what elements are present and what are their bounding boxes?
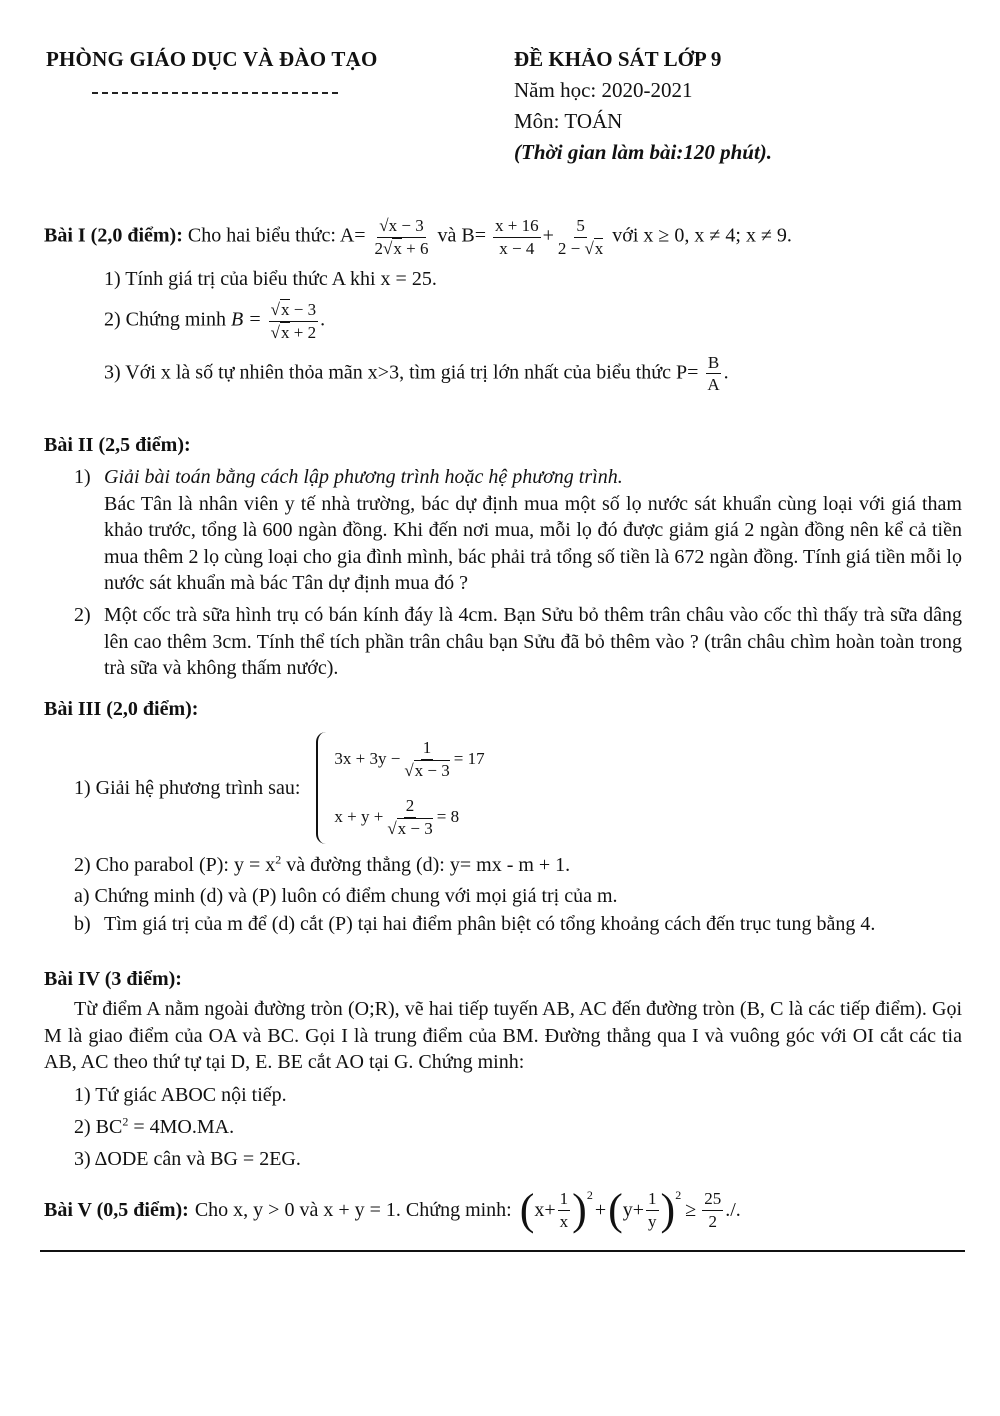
expression-a-numerator: √ x − 3: [377, 216, 425, 238]
expression-a-denominator: 2√ x + 6: [373, 238, 431, 259]
inequality: ( x+ $\frac{1}{x}$ ) $^2$ + ( y+ $\frac{1}{y}$ ) $^2$ ≥ $\frac{25}{2}$ ./.: [519, 1185, 741, 1234]
equation-2: x + y + 2 √ x − 3 = 8: [334, 788, 484, 846]
expression-b-term2: $\frac{5}{2 - √ x}$: [556, 216, 605, 258]
and-b-label: và B=: [437, 224, 486, 247]
time-limit: (Thời gian làm bài:120 phút).: [514, 140, 773, 164]
domain-condition: với x ≥ 0, x ≠ 4; x ≠ 9.: [612, 224, 792, 247]
footer-divider: [40, 1250, 965, 1252]
problem-4-q1: 1) Tứ giác ABOC nội tiếp.: [74, 1083, 287, 1106]
problem-4: [44, 966, 962, 1173]
p-fraction: $\frac{B}{A}$: [707, 352, 720, 395]
problem-2-item-1-text: Bác Tân là nhân viên y tế nhà trường, bác dự định mua một số lọ nước sát khuẩn cùng loại với giá tham khảo trước, tổng là 600 ngàn đồng. Khi đến nơi mua, mỗi lọ đó được giảm giá 2 ngàn đồng nên kể cả tiền mua thêm 2 lọ cùng loại cho gia đình mình, bác phải trả tổng số tiền là 672 ngàn đồng. Tính giá tiền mỗi lọ nước sát khuẩn mà bác Tân dự định mua đó ?: [104, 492, 962, 594]
problem-4-text: Từ điểm A nằm ngoài đường tròn (O;R), vẽ hai tiếp tuyến AB, AC đến đường tròn (B, C là các tiếp điểm). Gọi M là giao điểm của OA và BC. Gọi I là trung điểm của BM. Đường thẳng qua I và vuông góc với OI cắt các tia AB, AC theo thứ tự tại D, E. BE cắt AO tại G. Chứng minh:: [44, 998, 962, 1074]
problem-3-item-2: 2) Cho parabol (P): $y = x^2$ và đường thẳng (d): y= mx - m + 1.: [74, 852, 571, 877]
department-name: PHÒNG GIÁO DỤC VÀ ĐÀO TẠO: [46, 47, 378, 71]
problem-1-statement: Bài I (2,0 điểm): Cho hai biểu thức: A= √ $\frac{x - 3}{2√ x + 6}$ và B= $\frac{x + 16}{x - 4}$ + $\frac{5}{2 - √ x}$ với x ≥ 0, x ≠ 4; x ≠ 9.: [44, 216, 974, 258]
problem-2-heading: Bài II (2,5 điểm):: [44, 434, 191, 456]
problem-2: [44, 432, 962, 682]
header-divider: [92, 92, 338, 94]
exam-title: ĐỀ KHẢO SÁT LỚP 9: [514, 47, 722, 71]
expression-a: [373, 216, 431, 258]
problem-3-item-2a: a) Chứng minh (d) và (P) luôn có điểm chung với mọi giá trị của m.: [74, 884, 618, 907]
problem-3-item-1: 1) Giải hệ phương trình sau: 3x + 3y − 1 √ x − 3 = 17 x + y + 2 √ x − 3 = 8: [74, 730, 962, 846]
problem-1-q3: 3) Với x là số tự nhiên thỏa mãn x>3, tìm giá trị lớn nhất của biểu thức P= $\frac{B}{A}$ .: [104, 352, 729, 395]
exam-header: [514, 44, 772, 168]
problem-1: [44, 216, 974, 395]
school-year: Năm học: 2020-2021: [514, 78, 693, 102]
problem-5: [44, 1185, 962, 1234]
problem-4-heading: Bài IV (3 điểm):: [44, 968, 182, 990]
problem-5-heading: Bài V (0,5 điểm):: [44, 1198, 189, 1221]
problem-1-heading: Bài I (2,0 điểm):: [44, 224, 183, 247]
problem-2-item-1: 1) Giải bài toán bằng cách lập phương trình hoặc hệ phương trình. Bác Tân là nhân viên y tế nhà trường, bác dự định mua một số lọ nước sát khuẩn cùng loại với giá tham khảo trước, tổng là 600 ngàn đồng. Khi đến nơi mua, mỗi lọ đó được giảm giá 2 ngàn đồng nên kể cả tiền mua thêm 2 lọ cùng loại cho gia đình mình, bác phải trả tổng số tiền là 672 ngàn đồng. Tính giá tiền mỗi lọ nước sát khuẩn mà bác Tân dự định mua đó ?: [74, 466, 962, 594]
problem-2-item-1-title: Giải bài toán bằng cách lập phương trình hoặc hệ phương trình.: [104, 466, 623, 489]
problem-1-q2: 2) Chứng minh B = √ x − 3 √ x + 2 .: [104, 300, 974, 342]
problem-4-q3: 3) ΔODE cân và BG = 2EG.: [74, 1148, 301, 1171]
problem-5-text: Cho x, y > 0 và x + y = 1. Chứng minh:: [194, 1198, 512, 1221]
problem-2-item-2: 2) Một cốc trà sữa hình trụ có bán kính đáy là 4cm. Bạn Sửu bỏ thêm trân châu vào cốc thì thấy trà sữa dâng lên cao thêm 3cm. Tính thể tích phần trân châu bạn Sửu đã bỏ thêm vào ? (trân châu chìm hoàn toàn trong trà sữa và không thấm nước).: [74, 602, 962, 681]
problem-1-q1: 1) Tính giá trị của biểu thức A khi x = 25.: [104, 268, 437, 291]
subject: Môn: TOÁN: [514, 109, 623, 133]
problem-3-heading: Bài III (2,0 điểm):: [44, 698, 199, 720]
expression-b-term1: $\frac{x + 16}{x - 4}$: [494, 216, 539, 258]
problem-3-item-2b: b) Tìm giá trị của m để (d) cắt (P) tại hai điểm phân biệt có tổng khoảng cách đến trục tung bằng 4.: [74, 913, 876, 936]
equation-1: 3x + 3y − 1 √ x − 3 = 17: [334, 730, 484, 788]
problem-4-q2: 2) $BC^2 = 4MO.MA$.: [74, 1114, 235, 1138]
q2-fraction: √ x − 3 √ x + 2: [269, 300, 318, 342]
equation-system: [316, 730, 484, 846]
problem-1-intro: Cho hai biểu thức: A=: [187, 224, 366, 247]
problem-3: [44, 696, 962, 938]
problem-2-item-2-text: Một cốc trà sữa hình trụ có bán kính đáy là 4cm. Bạn Sửu bỏ thêm trân châu vào cốc thì thấy trà sữa dâng lên cao thêm 3cm. Tính thể tích phần trân châu bạn Sửu đã bỏ thêm vào ? (trân châu chìm hoàn toàn trong trà sữa và không thấm nước).: [104, 604, 962, 680]
